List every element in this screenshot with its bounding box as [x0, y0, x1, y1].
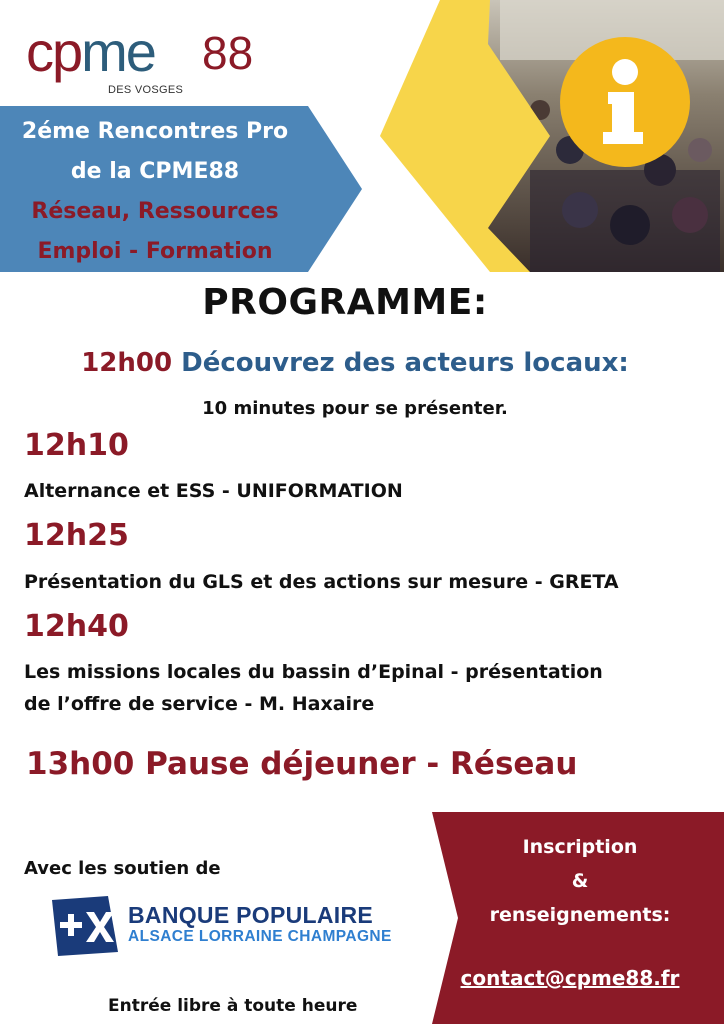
conference-photo	[380, 0, 724, 272]
programme-title: PROGRAMME:	[202, 282, 488, 323]
banner-text	[0, 112, 310, 272]
banner-line-3: Réseau, Ressources	[31, 199, 279, 224]
session-desc-3	[24, 656, 704, 720]
entry-text: Entrée libre à toute heure	[108, 996, 358, 1016]
inscription-line-2: &	[571, 870, 589, 892]
time-12h40: 12h40	[24, 609, 129, 644]
inscription-line-3: renseignements:	[489, 904, 671, 926]
session-desc-1: Alternance et ESS - UNIFORMATION	[24, 480, 403, 502]
session-desc-3-line-1: Les missions locales du bassin d’Epinal - présentation	[24, 661, 603, 683]
intro-time: 12h00	[81, 348, 173, 378]
info-icon	[560, 37, 690, 167]
bank-name: BANQUE POPULAIRE	[128, 902, 374, 928]
bp-symbol-icon	[52, 896, 122, 956]
intro-title: Découvrez des acteurs locaux:	[181, 348, 629, 378]
logo-number: 88	[202, 27, 254, 79]
cpme88-logo	[26, 20, 266, 104]
session-desc-3-line-2: de l’offre de service - M. Haxaire	[24, 693, 375, 715]
time-12h25: 12h25	[24, 518, 129, 553]
inscription-text	[470, 830, 690, 932]
logo-subtitle: DES VOSGES	[108, 84, 184, 96]
session-desc-2: Présentation du GLS et des actions sur mesure - GRETA	[24, 571, 619, 593]
title-banner	[0, 106, 362, 272]
time-12h10: 12h10	[24, 428, 129, 463]
pause-line: 13h00 Pause déjeuner - Réseau	[26, 746, 578, 782]
logo-wordmark: cpme	[26, 20, 155, 83]
banner-line-1: 2éme Rencontres Pro	[21, 119, 289, 144]
bank-region: ALSACE LORRAINE CHAMPAGNE	[128, 928, 392, 945]
support-text: Avec les soutien de	[24, 858, 221, 879]
banner-line-4: Emploi - Formation	[37, 239, 273, 264]
intro-line	[0, 348, 710, 378]
inscription-line-1: Inscription	[522, 836, 638, 858]
intro-subtitle: 10 minutes pour se présenter.	[202, 398, 508, 419]
banque-populaire-logo	[52, 896, 432, 956]
conference-photo-graphic	[380, 0, 724, 272]
banner-line-2: de la CPME88	[70, 159, 240, 184]
contact-email-link[interactable]: contact@cpme88.fr	[460, 966, 680, 990]
